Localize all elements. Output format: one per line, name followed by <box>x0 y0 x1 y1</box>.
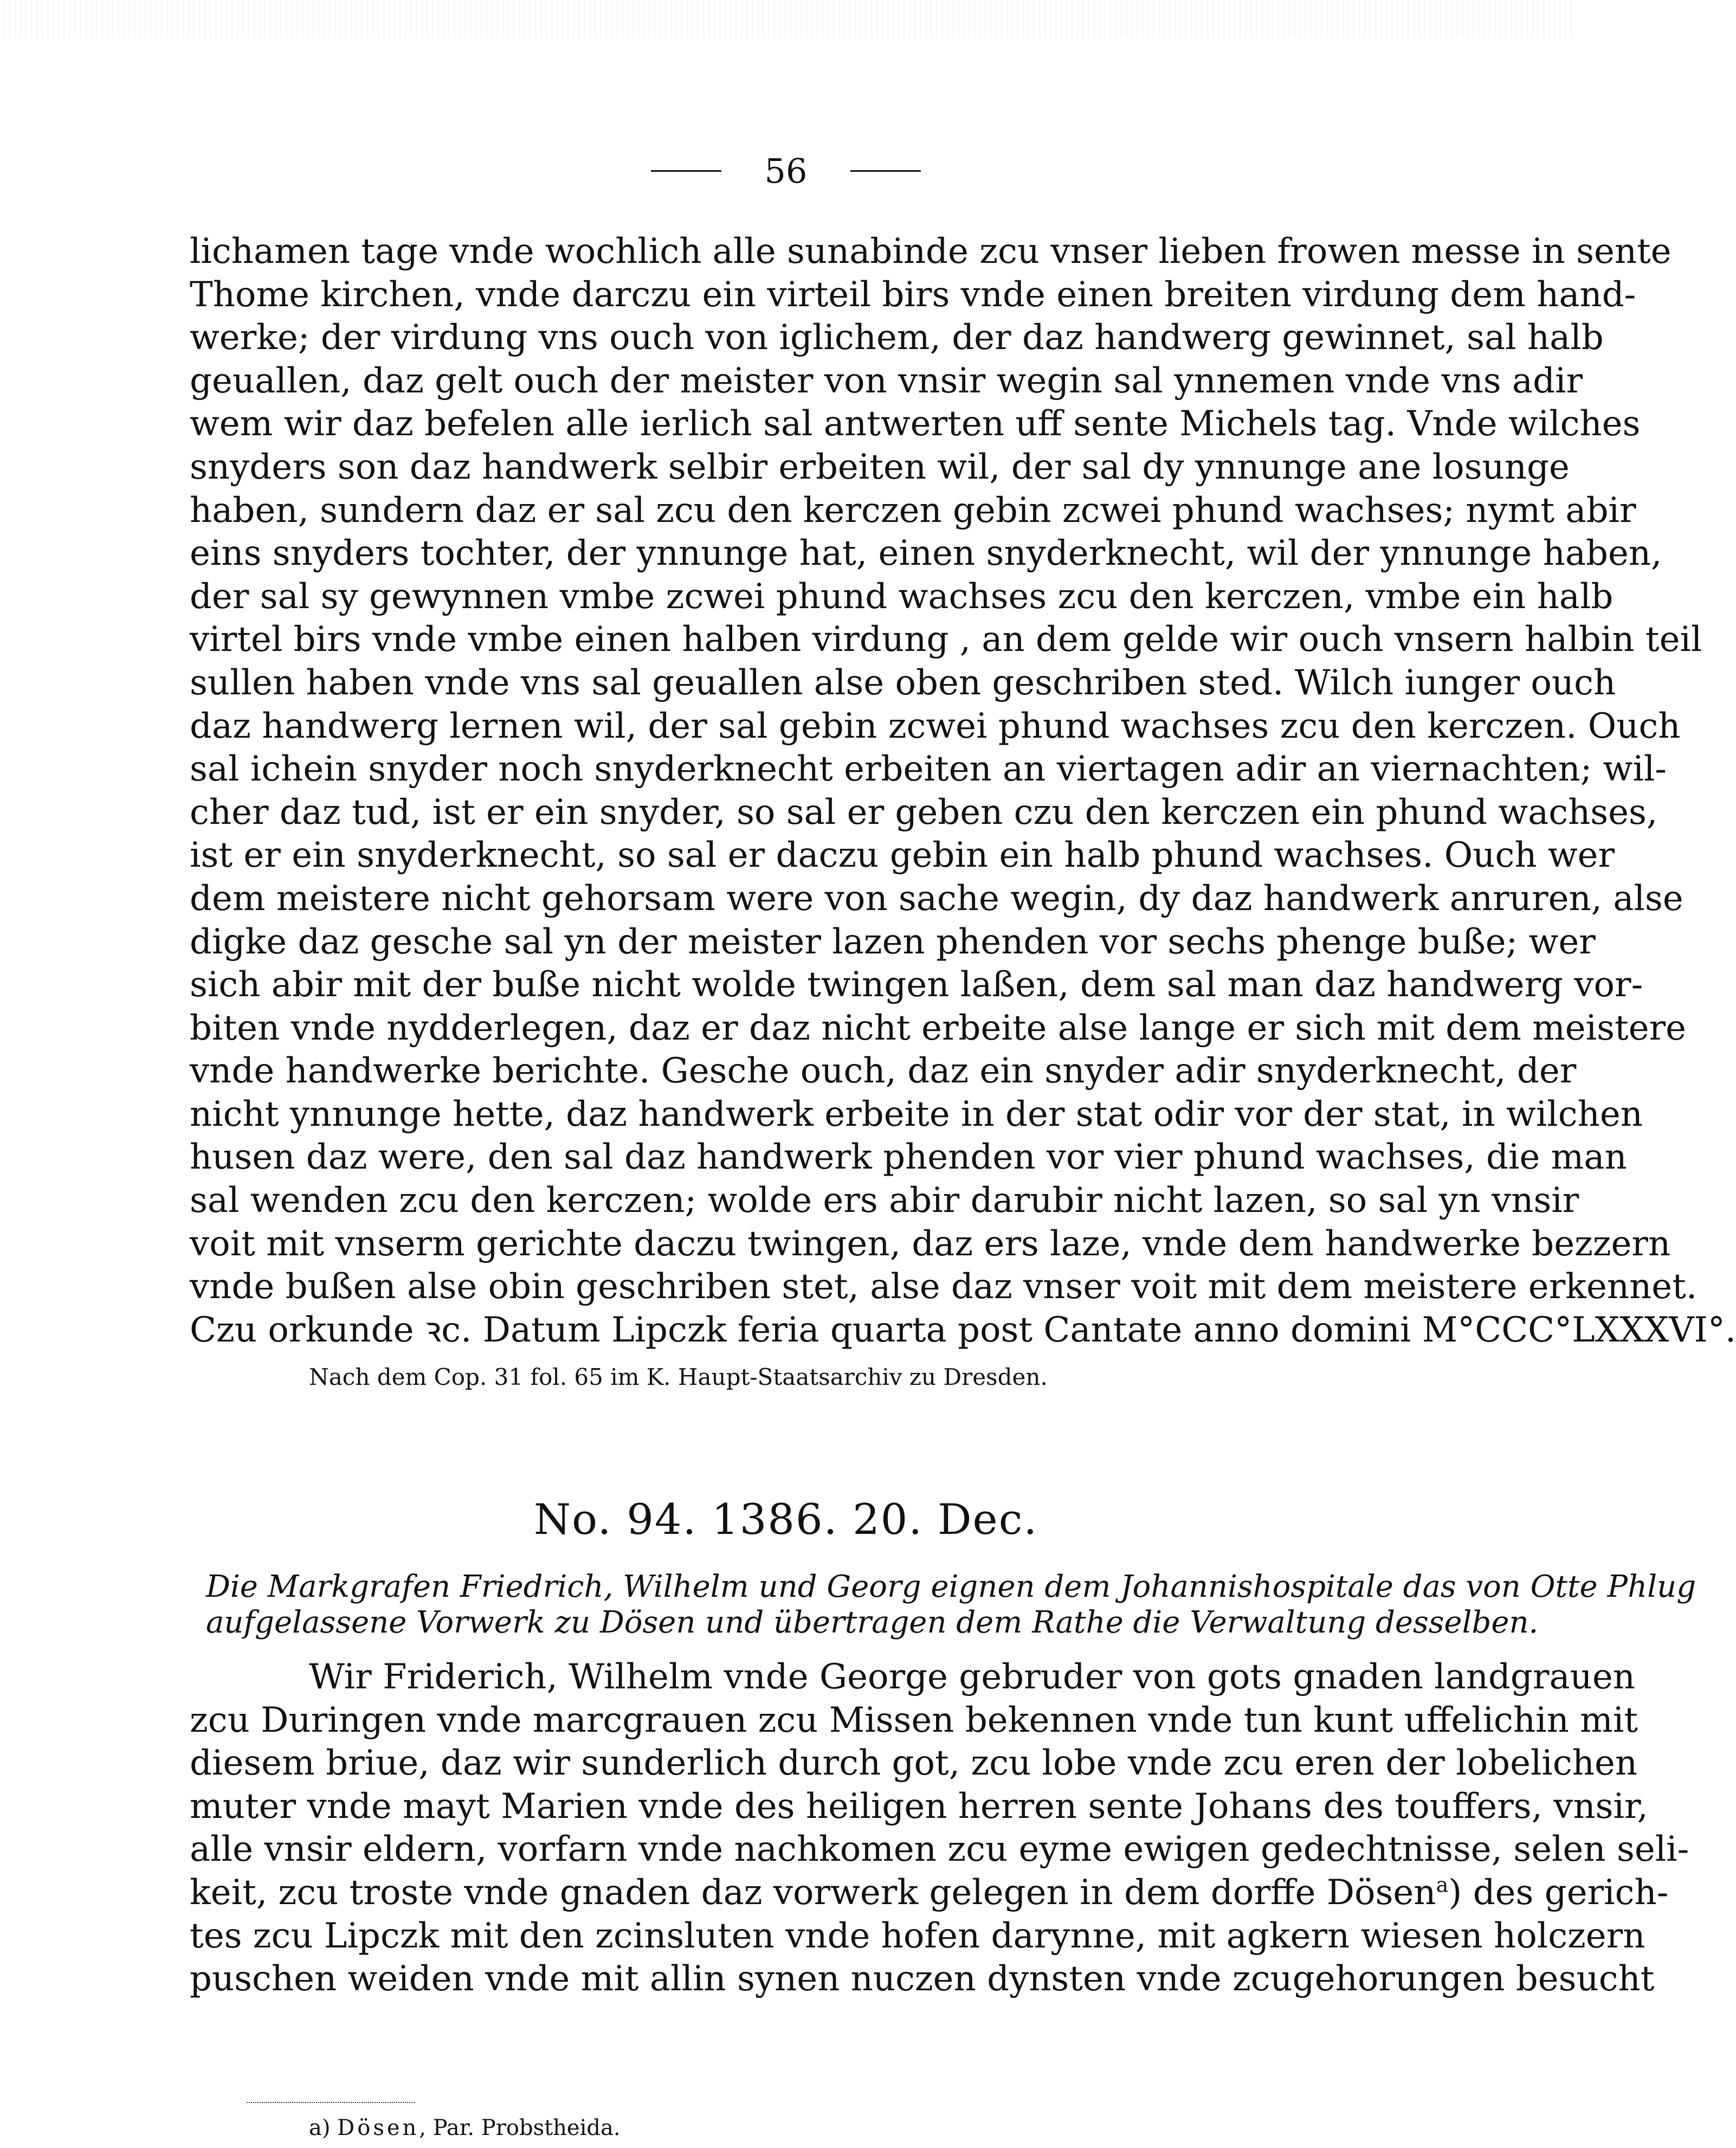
text-line: snyders son daz handwerk selbir erbeiten wil, der sal dy ynnunge ane losunge <box>190 447 1570 487</box>
body-text-continuation <box>190 230 1736 1352</box>
text-line: zcu Duringen vnde marcgrauen zcu Missen bekennen vnde tun kunt uffelichin mit <box>190 1700 1638 1740</box>
text-line: nicht ynnunge hette, daz handwerk erbeite in der stat odir vor der stat, in wilchen <box>190 1094 1643 1134</box>
summary-line: aufgelassene Vorwerk zu Dösen und übertragen dem Rathe die Verwaltung desselben. <box>206 1605 1539 1640</box>
footnote-label: a) <box>309 2115 338 2140</box>
source-note: Nach dem Cop. 31 fol. 65 im K. Haupt-Staatsarchiv zu Dresden. <box>309 1364 1048 1390</box>
text-line: sich abir mit der buße nicht wolde twingen laßen, dem sal man daz handwerg vor- <box>190 965 1643 1005</box>
text-line: tes zcu Lipczk mit den zcinsluten vnde hofen darynne, mit agkern wiesen holczern <box>190 1915 1645 1956</box>
footnote-place: Dösen <box>337 2115 420 2140</box>
text-line: sal ichein snyder noch snyderknecht erbeiten an viertagen adir an viernachten; wil- <box>190 749 1667 790</box>
text-line-with-footnote-ref <box>190 1872 1669 1915</box>
text-line: Wir Friderich, Wilhelm vnde George gebruder von gots gnaden landgrauen <box>309 1657 1635 1697</box>
charter-text <box>190 1656 1689 2001</box>
text-line: der sal sy gewynnen vmbe zcwei phund wachses zcu den kerczen, vmbe ein halb <box>190 576 1614 617</box>
text-line: diesem briue, daz wir sunderlich durch got, zcu lobe vnde zcu eren der lobelichen <box>190 1743 1638 1784</box>
text-line: werke; der virdung vns ouch von iglichem, der daz handwerg gewinnet, sal halb <box>190 318 1604 358</box>
text-segment: keit, zcu troste vnde gnaden daz vorwerk gelegen in dem dorffe Dösen <box>190 1872 1436 1913</box>
text-line: daz handwerg lernen wil, der sal gebin zcwei phund wachses zcu den kerczen. Ouch <box>190 706 1681 746</box>
text-line: biten vnde nydderlegen, daz er daz nicht erbeite alse lange er sich mit dem meistere <box>190 1008 1687 1048</box>
text-line: wem wir daz befelen alle ierlich sal antwerten uff sente Michels tag. Vnde wilches <box>190 404 1641 444</box>
footnote-separator <box>247 2102 415 2103</box>
text-line-dating-clause: Czu orkunde ꝛc. Datum Lipczk feria quarta post Cantate anno domini M°CCC°LXXXVI°. <box>190 1310 1736 1350</box>
document-summary <box>206 1569 1696 1641</box>
text-line: geuallen, daz gelt ouch der meister von vnsir wegin sal ynnemen vnde vns adir <box>190 360 1583 401</box>
header-rule-right <box>850 170 921 172</box>
text-line: husen daz were, den sal daz handwerk phenden vor vier phund wachses, die man <box>190 1137 1627 1178</box>
document-heading: No. 94. 1386. 20. Dec. <box>533 1495 1038 1544</box>
summary-line: Die Markgrafen Friedrich, Wilhelm und Georg eignen dem Johannishospitale das von Otte Phlug <box>206 1569 1696 1604</box>
footnote-text: , Par. Probstheida. <box>419 2115 621 2140</box>
text-line: voit mit vnserm gerichte daczu twingen, daz ers laze, vnde dem handwerke bezzern <box>190 1223 1671 1264</box>
text-segment: ) des gerich- <box>1448 1872 1669 1913</box>
text-line: digke daz gesche sal yn der meister lazen phenden vor sechs phenge buße; wer <box>190 921 1596 962</box>
page-header <box>0 151 1572 191</box>
footnote <box>309 2117 621 2139</box>
text-line: eins snyders tochter, der ynnunge hat, einen snyderknecht, wil der ynnunge haben, <box>190 533 1662 574</box>
header-rule-left <box>651 170 721 172</box>
text-line: haben, sundern daz er sal zcu den kerczen gebin zcwei phund wachses; nymt abir <box>190 490 1636 531</box>
text-line: sal wenden zcu den kerczen; wolde ers abir darubir nicht lazen, so sal yn vnsir <box>190 1181 1579 1221</box>
text-line: dem meistere nicht gehorsam were von sache wegin, dy daz handwerk anruren, alse <box>190 878 1683 919</box>
text-line: ist er ein snyderknecht, so sal er daczu gebin ein halb phund wachses. Ouch wer <box>190 835 1615 876</box>
text-line: vnde bußen alse obin geschriben stet, alse daz vnser voit mit dem meistere erkennet. <box>190 1267 1698 1307</box>
text-line: lichamen tage vnde wochlich alle sunabinde zcu vnser lieben frowen messe in sente <box>190 231 1672 272</box>
text-line: Thome kirchen, vnde darczu ein virteil birs vnde einen breiten virdung dem hand- <box>190 274 1636 315</box>
text-line: cher daz tud, ist er ein snyder, so sal er geben czu den kerczen ein phund wachses, <box>190 792 1658 833</box>
scan-noise-strip <box>0 0 1572 38</box>
text-line: puschen weiden vnde mit allin synen nuczen dynsten vnde zcugehorungen besucht <box>190 1959 1655 1999</box>
page-number: 56 <box>764 151 808 191</box>
text-line: virtel birs vnde vmbe einen halben virdung , an dem gelde wir ouch vnsern halbin teil <box>190 620 1702 660</box>
footnote-reference[interactable]: a <box>1436 1873 1449 1898</box>
text-line: muter vnde mayt Marien vnde des heiligen herren sente Johans des touffers, vnsir, <box>190 1786 1648 1827</box>
text-line: sullen haben vnde vns sal geuallen alse oben geschriben sted. Wilch iunger ouch <box>190 662 1616 703</box>
text-line: alle vnsir eldern, vorfarn vnde nachkomen zcu eyme ewigen gedechtnisse, selen seli- <box>190 1829 1689 1870</box>
text-line: vnde handwerke berichte. Gesche ouch, daz ein snyder adir snyderknecht, der <box>190 1051 1577 1092</box>
